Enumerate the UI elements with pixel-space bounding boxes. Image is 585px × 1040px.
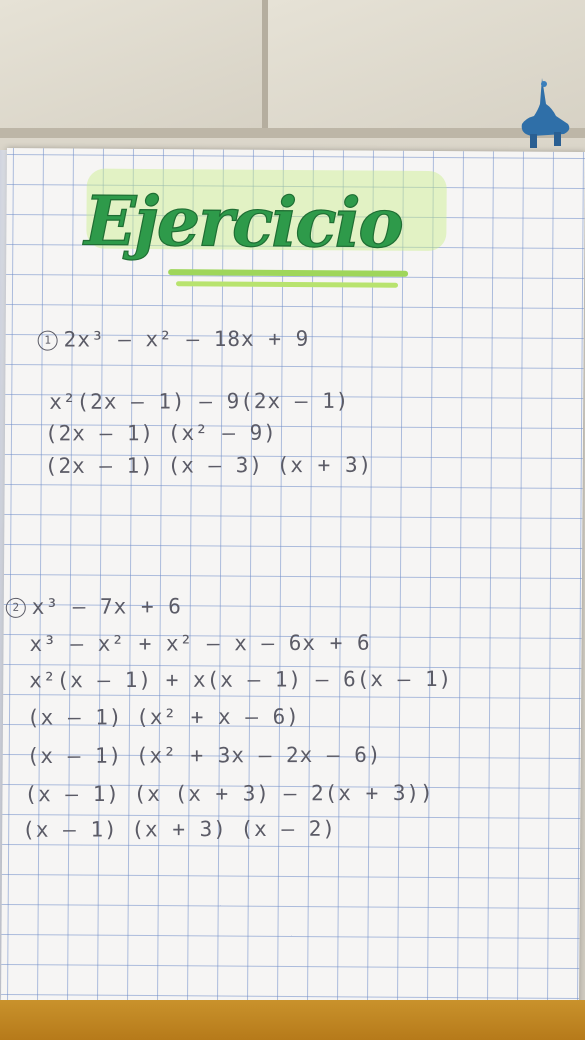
title-text: Ejercicio (84, 181, 403, 264)
blue-animal-figurine-icon (512, 74, 576, 154)
title-lettering (76, 162, 457, 305)
exercise2-step-2: x²(x – 1) + x(x – 1) – 6(x – 1) (29, 666, 453, 693)
exercise1-problem-text: 2x³ – x² – 18x + 9 (63, 326, 310, 352)
exercise2-number: 2 (6, 598, 26, 618)
exercise2-step-3: (x – 1) (x² + x – 6) (26, 704, 300, 730)
exercise1-problem (38, 327, 310, 352)
exercise2-step-1: x³ – x² + x² – x – 6x + 6 (29, 630, 371, 656)
wooden-table-edge (0, 1000, 585, 1040)
exercise1-number: 1 (38, 331, 58, 351)
exercise2-step-6: (x – 1) (x + 3) (x – 2) (22, 816, 337, 842)
notebook-page (1, 148, 585, 1004)
exercise2-problem-text: x³ – 7x + 6 (31, 594, 182, 619)
exercise2-step-5: (x – 1) (x (x + 3) – 2(x + 3)) (24, 780, 434, 807)
exercise2-step-4: (x – 1) (x² + 3x – 2x – 6) (26, 742, 382, 769)
title-lettering-art (76, 162, 457, 305)
tile-grout-horizontal (0, 128, 585, 138)
exercise1-step-1: x²(2x – 1) – 9(2x – 1) (49, 388, 350, 414)
exercise1-step-2: (2x – 1) (x² – 9) (44, 420, 277, 446)
exercise1-step-3: (2x – 1) (x – 3) (x + 3) (44, 452, 373, 478)
exercise2-problem (6, 594, 182, 619)
wall-tile-left (0, 0, 262, 128)
